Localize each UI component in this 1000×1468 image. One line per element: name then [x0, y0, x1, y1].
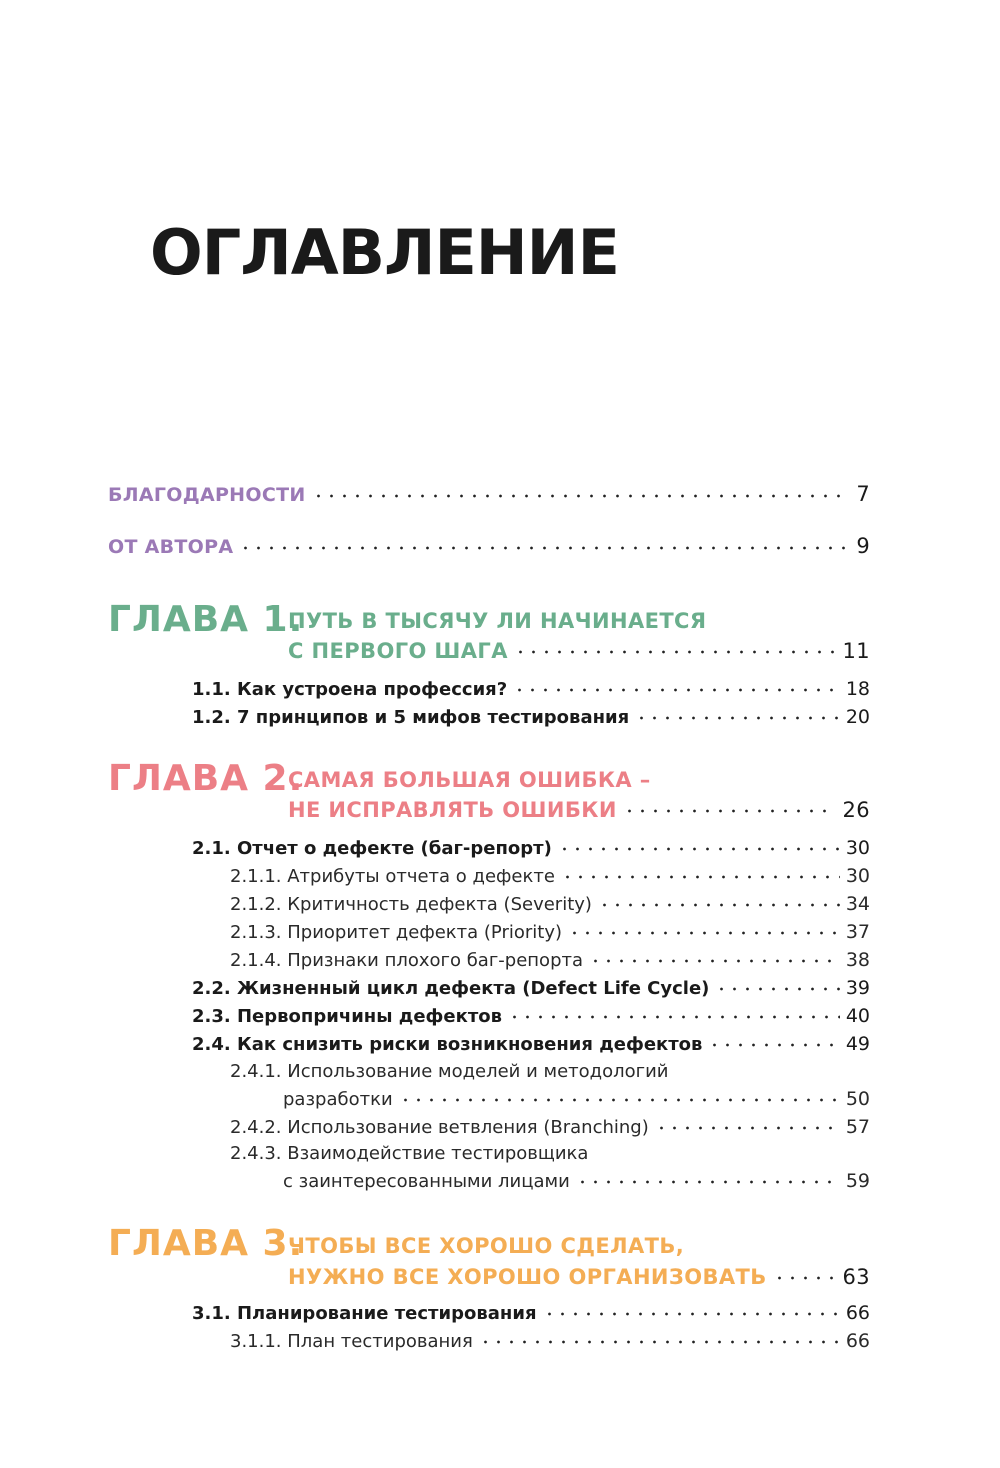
toc-entry-page: 7	[856, 482, 870, 506]
toc-entry-page: 18	[845, 678, 870, 700]
chapter-3-title-line2: НУЖНО ВСЕ ХОРОШО ОРГАНИЗОВАТЬ	[288, 1265, 767, 1289]
toc-entry-title: 2.1.3. Приоритет дефекта (Priority)	[230, 922, 563, 943]
dot-leader	[513, 677, 840, 695]
toc-entry-page: 66	[845, 1330, 870, 1352]
toc-entry-2-4[interactable]	[192, 1032, 870, 1055]
dot-leader	[508, 1004, 840, 1022]
dot-leader	[568, 920, 840, 938]
toc-entry-page: 50	[845, 1088, 870, 1110]
toc-entry-page: 57	[845, 1116, 870, 1138]
dot-leader	[312, 482, 851, 501]
toc-entry-2-2[interactable]	[192, 976, 870, 999]
toc-entry-page: 30	[845, 837, 870, 859]
dot-leader	[399, 1087, 840, 1105]
dot-leader	[589, 948, 840, 966]
chapter-1-label: ГЛАВА 1.	[108, 599, 304, 640]
page-title: ОГЛАВЛЕНИЕ	[150, 216, 619, 289]
chapter-2-title-line1[interactable]: САМАЯ БОЛЬШАЯ ОШИБКА –	[288, 768, 651, 792]
toc-entry-2-1-4[interactable]	[230, 948, 870, 971]
chapter-1-title-line1[interactable]: ПУТЬ В ТЫСЯЧУ ЛИ НАЧИНАЕТСЯ	[288, 609, 707, 633]
toc-entry-page: 37	[845, 921, 870, 943]
toc-entry-acknowledgements[interactable]	[108, 482, 870, 506]
toc-entry-title: 2.4.2. Использование ветвления (Branching)	[230, 1117, 649, 1138]
toc-entry-page: 40	[845, 1005, 870, 1027]
toc-entry-title: 2.1.2. Критичность дефекта (Severity)	[230, 894, 592, 915]
chapter-3-title-line1[interactable]: ЧТОБЫ ВСЕ ХОРОШО СДЕЛАТЬ,	[288, 1234, 685, 1258]
toc-entry-title: 2.4. Как снизить риски возникновения дефектов	[192, 1034, 703, 1055]
chapter-2-page: 26	[842, 798, 870, 822]
toc-entry-from-author[interactable]	[108, 534, 870, 558]
toc-entry-page: 38	[845, 949, 870, 971]
toc-entry-title: 2.2. Жизненный цикл дефекта (Defect Life Cycle)	[192, 978, 710, 999]
toc-entry-page: 30	[845, 865, 870, 887]
chapter-2-title-line2: НЕ ИСПРАВЛЯТЬ ОШИБКИ	[288, 798, 617, 822]
toc-entry-title: ОТ АВТОРА	[108, 536, 234, 558]
toc-entry-1-2[interactable]	[192, 705, 870, 728]
dot-leader	[655, 1115, 840, 1133]
dot-leader	[635, 705, 840, 723]
toc-entry-1-1[interactable]	[192, 677, 870, 700]
toc-entry-page: 20	[845, 706, 870, 728]
toc-entry-2-4-3[interactable]	[283, 1169, 870, 1192]
toc-entry-page: 59	[845, 1170, 870, 1192]
toc-entry-title: 2.3. Первопричины дефектов	[192, 1006, 503, 1027]
chapter-3-entry[interactable]	[288, 1263, 870, 1289]
toc-entry-2-4-1-title-line1[interactable]: 2.4.1. Использование моделей и методологий	[230, 1061, 669, 1082]
toc-entry-title-line2: разработки	[283, 1089, 393, 1110]
dot-leader	[576, 1169, 840, 1187]
dot-leader	[561, 864, 840, 882]
toc-entry-page: 34	[845, 893, 870, 915]
dot-leader	[543, 1301, 840, 1319]
toc-entry-page: 66	[845, 1302, 870, 1324]
chapter-3-page: 63	[842, 1265, 870, 1289]
dot-leader	[623, 796, 837, 817]
toc-entry-2-4-1[interactable]	[283, 1087, 870, 1110]
toc-entry-title: 2.1.1. Атрибуты отчета о дефекте	[230, 866, 555, 887]
chapter-1-title-line2: С ПЕРВОГО ШАГА	[288, 639, 508, 663]
chapter-3-label: ГЛАВА 3.	[108, 1223, 304, 1264]
chapter-2-label: ГЛАВА 2.	[108, 758, 304, 799]
dot-leader	[598, 892, 840, 910]
chapter-1-entry[interactable]	[288, 637, 870, 663]
dot-leader	[715, 976, 839, 994]
dot-leader	[479, 1329, 840, 1347]
dot-leader	[239, 534, 850, 553]
dot-leader	[773, 1263, 837, 1284]
toc-entry-title: 2.1. Отчет о дефекте (баг-репорт)	[192, 838, 552, 859]
toc-entry-title: 1.2. 7 принципов и 5 мифов тестирования	[192, 707, 630, 728]
dot-leader	[558, 836, 840, 854]
chapter-1-page: 11	[842, 639, 870, 663]
toc-entry-title: 3.1. Планирование тестирования	[192, 1303, 537, 1324]
toc-entry-2-4-3-title-line1[interactable]: 2.4.3. Взаимодействие тестировщика	[230, 1143, 589, 1164]
toc-entry-title-line2: с заинтересованными лицами	[283, 1171, 570, 1192]
toc-entry-page: 39	[845, 977, 870, 999]
toc-entry-title: 2.1.4. Признаки плохого баг-репорта	[230, 950, 584, 971]
toc-entry-2-1-3[interactable]	[230, 920, 870, 943]
toc-entry-title: БЛАГОДАРНОСТИ	[108, 484, 306, 506]
dot-leader	[708, 1032, 839, 1050]
toc-entry-2-4-2[interactable]	[230, 1115, 870, 1138]
toc-entry-page: 49	[845, 1033, 870, 1055]
toc-entry-title: 1.1. Как устроена профессия?	[192, 679, 508, 700]
toc-entry-2-3[interactable]	[192, 1004, 870, 1027]
toc-entry-2-1-1[interactable]	[230, 864, 870, 887]
dot-leader	[514, 637, 837, 658]
toc-entry-3-1[interactable]	[192, 1301, 870, 1324]
toc-entry-title: 3.1.1. План тестирования	[230, 1331, 473, 1352]
toc-entry-page: 9	[856, 534, 870, 558]
toc-entry-2-1[interactable]	[192, 836, 870, 859]
chapter-2-entry[interactable]	[288, 796, 870, 822]
toc-entry-3-1-1[interactable]	[230, 1329, 870, 1352]
toc-entry-2-1-2[interactable]	[230, 892, 870, 915]
